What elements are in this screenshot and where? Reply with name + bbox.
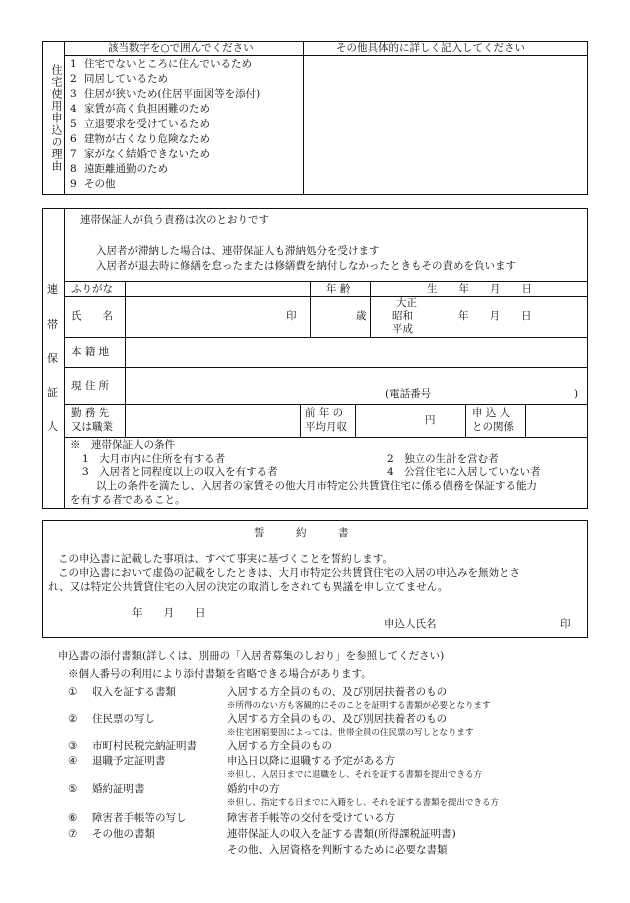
list-item[interactable]: 6 建物が古くなり危険なため	[70, 133, 210, 145]
income-label-1: 前 年 の	[305, 407, 344, 419]
applicant-name-label: 申込人氏名	[384, 618, 437, 630]
era-heisei: 平成	[392, 323, 413, 335]
yen-unit: 円	[425, 414, 436, 426]
work-field[interactable]	[127, 406, 298, 436]
attachment-name: 婚約証明書	[92, 783, 145, 795]
attachment-desc: 婚約中の方	[227, 783, 280, 795]
applicant-seal: 印	[560, 618, 571, 630]
pledge-line-1: この申込書に記載した事項は、すべて事実に基づくことを誓約します。	[58, 553, 393, 565]
domicile-label: 本 籍 地	[71, 346, 110, 358]
conditions-note-1: 以上の条件を満たし、入居者の家賃その他大月市特定公共賃貸住宅に係る債務を保証する能力	[96, 480, 537, 492]
birth-label: 生 年 月 日	[427, 283, 532, 295]
attachment-name: 住民票の写し	[92, 713, 155, 725]
guarantor-side-char: 連	[47, 283, 58, 296]
reason-col2-header: その他具体的に詳しく記入してください	[336, 42, 525, 54]
pledge-title: 誓 約 書	[254, 527, 349, 539]
attachment-desc: 申込日以降に退職する予定がある方	[227, 755, 395, 767]
attachment-name: 市町村民税完納証明書	[92, 740, 197, 752]
pledge-date: 年 月 日	[132, 607, 206, 619]
attachment-desc-extra: その他、入居資格を判断するために必要な書類	[227, 844, 448, 856]
attachment-desc: 入居する方全員のもの、及び別居扶養者のもの	[227, 686, 448, 698]
pledge-line-2: この申込書において虚偽の記載をしたときは、大月市特定公共賃貸住宅の入居の申込みを無効とさ	[58, 567, 520, 579]
guarantor-duty-1: 入居者が滞納した場合は、連帯保証人も滞納処分を受けます	[96, 245, 380, 257]
attachments-note: ※個人番号の利用により添付書類を省略できる場合があります。	[68, 668, 372, 680]
income-label-2: 平均月収	[305, 421, 347, 433]
relation-label-2: との関係	[472, 421, 514, 433]
age-label: 年 齢	[326, 283, 351, 295]
furigana-field[interactable]	[127, 282, 308, 295]
attachment-subnote: ※住宅困窮要因によっては、世帯全員の住民票の写しとなります	[227, 728, 474, 738]
guarantor-duty-2: 入居者が退去時に修繕を怠ったまたは修繕費を納付しなかったときもその責めを負います	[96, 260, 516, 272]
list-item[interactable]: 9 その他	[70, 178, 116, 190]
relation-label-1: 申 込 人	[472, 407, 511, 419]
conditions-title: ※ 連帯保証人の条件	[70, 439, 175, 451]
attachment-name: 収入を証する書類	[92, 686, 176, 698]
income-field[interactable]	[357, 406, 463, 436]
condition-2: 2 独立の生計を営む者	[387, 453, 499, 465]
attachment-number: ②	[68, 713, 78, 725]
guarantor-side-char: 保	[47, 352, 58, 365]
attachment-number: ⑦	[68, 828, 78, 840]
condition-1: 1 大月市内に住所を有する者	[82, 453, 226, 465]
attachment-subnote: ※但し、指定する日までに入籍をし、それを証する書類を提出できる方	[227, 798, 500, 808]
attachment-desc: 障害者手帳等の交付を受けている方	[227, 812, 395, 824]
list-item[interactable]: 5 立退要求を受けているため	[70, 118, 210, 130]
attachment-subnote: ※但し、入居日までに退職をし、それを証する書類を提出できる方	[227, 770, 483, 780]
reason-side-label: 住宅使用申込の理由	[50, 64, 63, 172]
applicant-name-field[interactable]	[444, 614, 554, 632]
list-item[interactable]: 2 同居しているため	[70, 73, 168, 85]
attachment-number: ⑥	[68, 812, 78, 824]
attachment-name: 退職予定証明書	[92, 755, 166, 767]
list-item[interactable]: 4 家賃が高く負担困難のため	[70, 103, 210, 115]
reason-col1-header: 該当数字を○で囲んでください	[108, 42, 254, 54]
furigana-label: ふりがな	[71, 283, 113, 295]
birth-date-ymd: 年 月 日	[458, 310, 532, 322]
name-label: 氏 名	[71, 310, 113, 322]
address-field[interactable]	[127, 369, 377, 403]
list-item[interactable]: 1 住宅でないところに住んでいるため	[70, 58, 252, 70]
attachment-subnote: ※所得のない方も客観的にそのことを証明する書類が必要となります	[227, 701, 491, 711]
guarantor-side-char: 人	[47, 420, 58, 433]
list-item[interactable]: 7 家がなく結婚できないため	[70, 148, 210, 160]
guarantor-side-char: 帯	[47, 318, 58, 331]
condition-4: 4 公営住宅に入居していない者	[387, 466, 541, 478]
attachment-name: その他の書類	[92, 828, 155, 840]
reason-detail-field[interactable]	[305, 57, 586, 193]
guarantor-intro: 連帯保証人が負う責務は次のとおりです	[80, 214, 269, 226]
age-unit: 歳	[356, 310, 367, 322]
attachment-desc: 連帯保証人の収入を証する書類(所得課税証明書)	[227, 828, 456, 840]
relation-field[interactable]	[527, 406, 586, 436]
work-label-2: 又は職業	[71, 421, 113, 433]
conditions-note-2: を有する者であること。	[70, 494, 186, 506]
work-label-1: 勤 務 先	[71, 407, 110, 419]
list-item[interactable]: 3 住居が狭いため(住居平面図等を添付)	[70, 88, 261, 100]
guarantor-side-char: 証	[47, 386, 58, 399]
attachment-name: 障害者手帳等の写し	[92, 812, 187, 824]
condition-3: 3 入居者と同程度以上の収入を有する者	[82, 466, 278, 478]
attachment-desc: 入居する方全員のもの、及び別居扶養者のもの	[227, 713, 448, 725]
phone-close: )	[574, 388, 579, 400]
era-taisho: 大正	[396, 297, 417, 309]
guarantor-name-field[interactable]	[127, 298, 308, 336]
domicile-field[interactable]	[127, 339, 586, 366]
list-item[interactable]: 8 遠距離通勤のため	[70, 163, 168, 175]
era-showa: 昭和	[392, 310, 413, 322]
phone-label: (電話番号	[385, 388, 432, 400]
address-label: 現 住 所	[71, 380, 110, 392]
seal-mark: 印	[286, 310, 297, 322]
pledge-line-3: れ、又は特定公共賃貸住宅の入居の決定の取消しをされても異議を申し立てません。	[48, 581, 449, 593]
attachments-heading: 申込書の添付書類(詳しくは、別冊の「入居者募集のしおり」を参照してください)	[58, 650, 445, 662]
attachment-desc: 入居する方全員のもの	[227, 740, 332, 752]
attachment-number: ③	[68, 740, 78, 752]
attachment-number: ①	[68, 686, 78, 698]
attachment-number: ⑤	[68, 783, 78, 795]
attachment-number: ④	[68, 755, 78, 767]
